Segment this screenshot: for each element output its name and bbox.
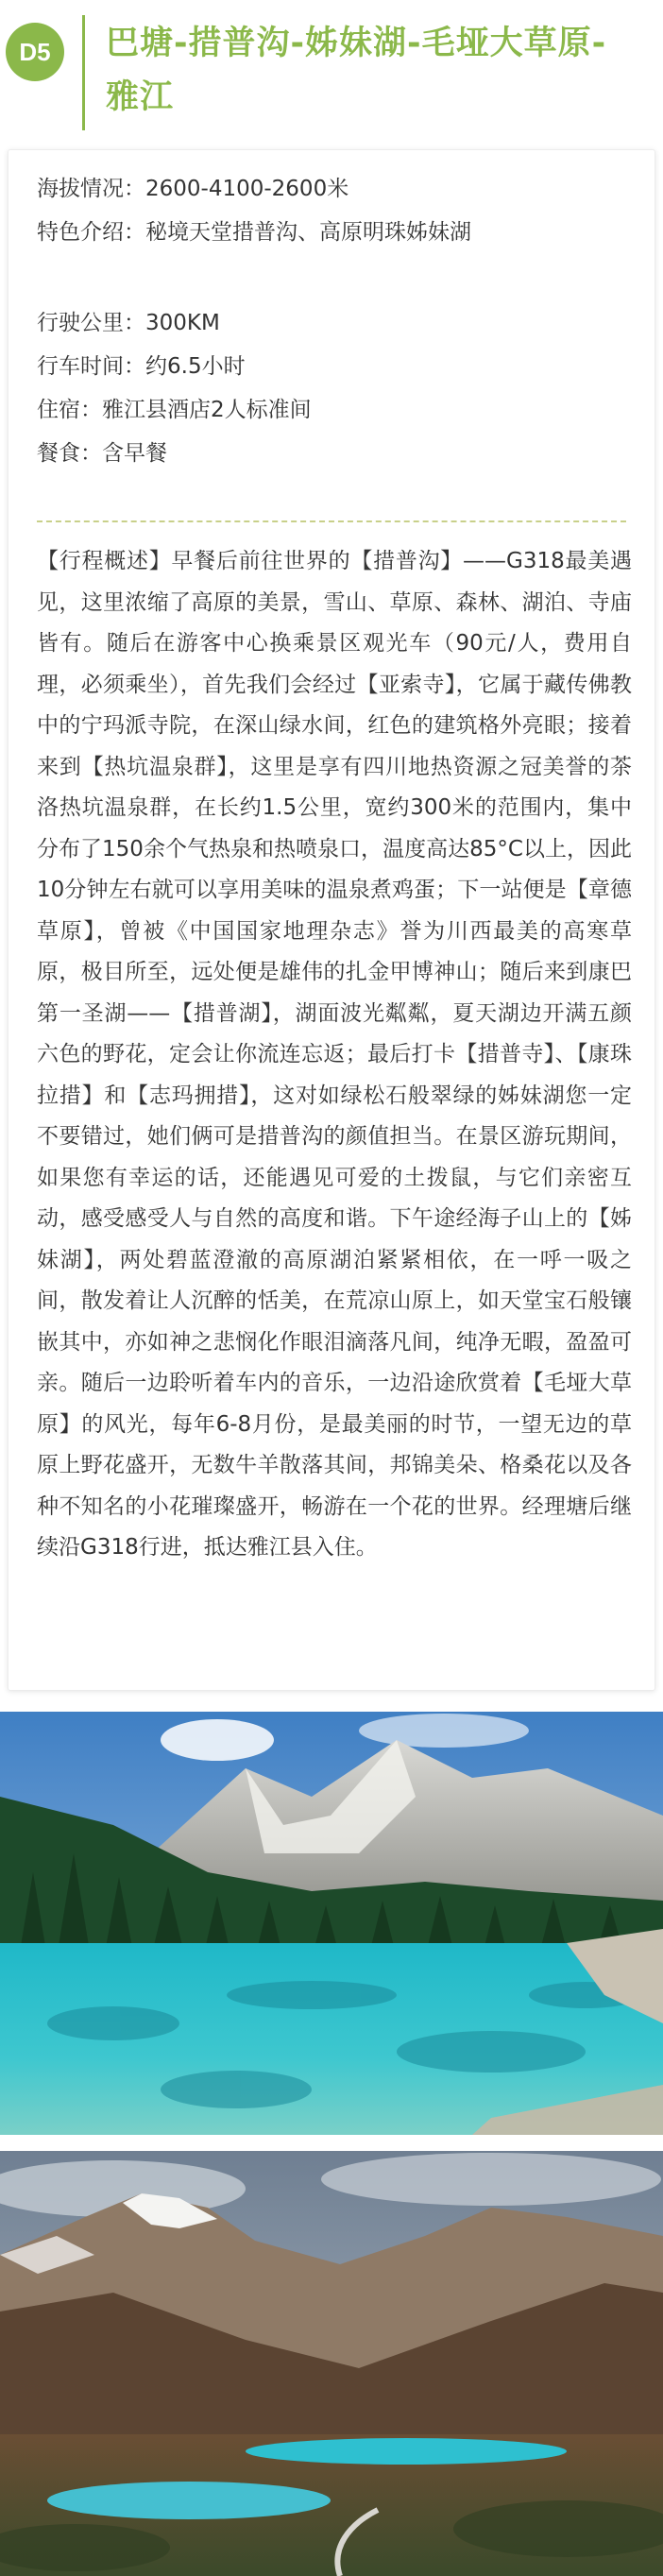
distance-info: 行驶公里：300KM xyxy=(37,311,220,335)
itinerary-overview: 【行程概述】早餐后前往世界的【措普沟】——G318最美遇见，这里浓缩了高原的美景，雪山、草原、森林、湖泊、寺庙皆有。随后在游客中心换乘景区观光车（90元/人，费用自理，必须乘坐），首先我们会经过【亚索寺】，它属于藏传佛教中的宁玛派寺院，在深山绿水间，红色的建筑格外亮眼；接着来到【热坑温泉群】，这里是享有四川地热资源之冠美誉的茶洛热坑温泉群，在长约1.5公里，宽约300米的范围内，集中分布了150余个气热泉和热喷泉口，温度高达85°C以上，因此10分钟左右就可以享用美味的温泉煮鸡蛋；下一站便是【章德草原】，曾被《中国国家地理杂志》誉为川西最美的高寒草原，极目所至，远处便是雄伟的扎金甲博神山；随后来到康巴第一圣湖——【措普湖】，湖面波光粼粼，夏天湖边开满五颜六色的野花，定会让你流连忘返；最后打卡【措普寺】、【康珠拉措】和【志玛拥措】，这对如绿松石般翠绿的姊妹湖您一定不要错过，她们俩可是措普沟的颜值担当。在景区游玩期间，如果您有幸运的话，还能遇见可爱的土拨鼠，与它们亲密互动，感受感受人与自然的高度和谐。下午途经海子山上的【姊妹湖】，两处碧蓝澄澈的高原湖泊紧紧相依，在一呼一吸之间，散发着让人沉醉的恬美，在荒凉山原上，如天堂宝石般镶嵌其中，亦如神之悲悯化作眼泪滴落凡间，纯净无暇，盈盈可亲。随后一边聆听着车内的音乐，一边沿途欣赏着【毛垭大草原】的风光，每年6-8月份，是最美丽的时节，一望无边的草原上野花盛开，无数牛羊散落其间，邦锦美朵、格桑花以及各种不知名的小花璀璨盛开，畅游在一个花的世界。经理塘后继续沿G318行进，抵达雅江县入住。 xyxy=(37,549,632,1560)
itinerary-card xyxy=(8,149,655,1691)
header-divider xyxy=(82,15,85,130)
cuopu-lake-photo xyxy=(0,1712,663,2135)
altitude-info: 海拔情况：2600-4100-2600米 xyxy=(37,177,349,201)
day-badge: D5 xyxy=(6,23,64,81)
meals-info: 餐食：含早餐 xyxy=(37,441,167,466)
cuopu-lake-illustration xyxy=(0,1712,663,2135)
lodging-info: 住宿：雅江县酒店2人标准间 xyxy=(37,398,312,422)
dashed-divider xyxy=(37,520,626,522)
sister-lakes-illustration xyxy=(0,2151,663,2576)
features-info: 特色介绍：秘境天堂措普沟、高原明珠姊妹湖 xyxy=(37,220,471,245)
drive-time-info: 行车时间：约6.5小时 xyxy=(37,354,246,379)
sister-lakes-photo xyxy=(0,2151,663,2576)
route-title: 巴塘-措普沟-姊妹湖-毛垭大草原-雅江 xyxy=(106,25,607,116)
day-header xyxy=(0,0,663,142)
